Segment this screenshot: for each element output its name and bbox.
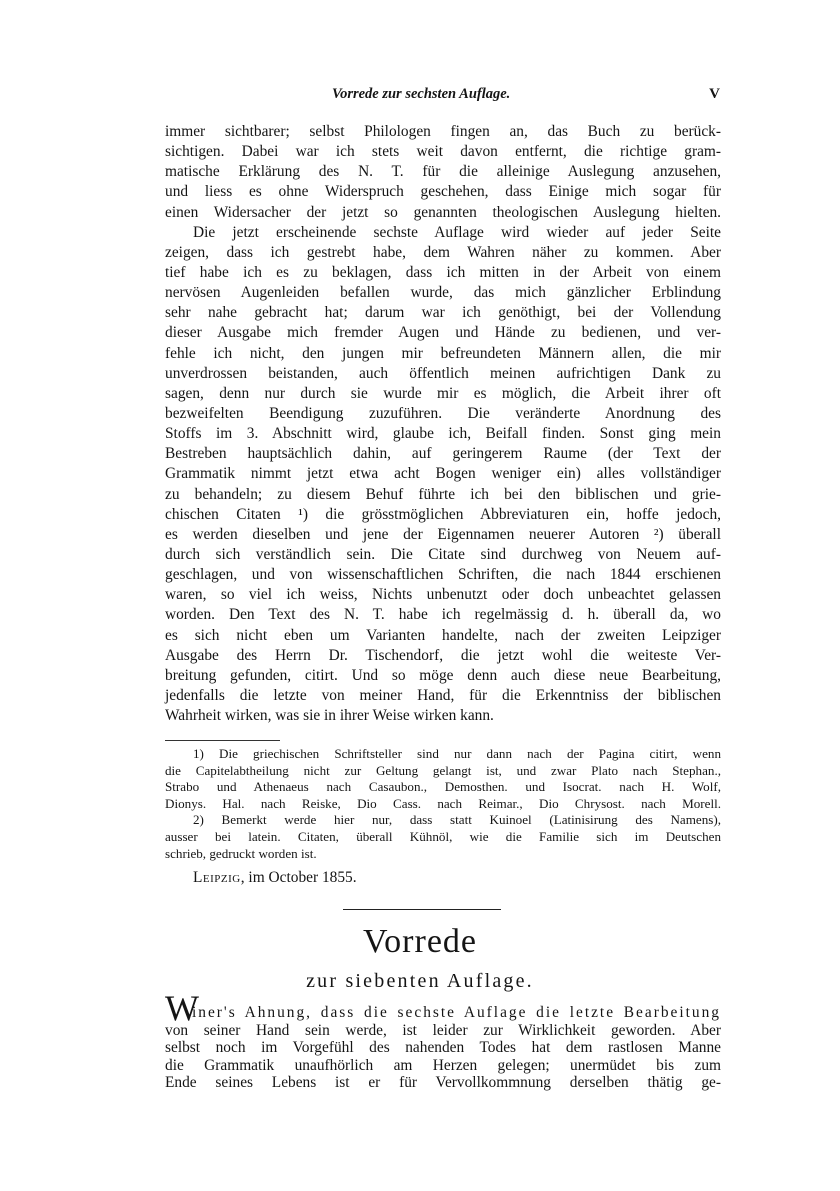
text-line: es sich nicht eben um Varianten handelte, nach der zweiten Leipziger [165,626,721,644]
footnote-line: ausser bei latein. Citaten, überall Kühnöl, wie die Familie sich im Deutschen [165,828,721,844]
text-line: Wahrheit wirken, was sie in ihrer Weise wirken kann. [165,707,494,725]
footnote-line: die Capitelabtheilung nicht zur Geltung gelangt ist, und zwar Plato nach Stephan., [165,762,721,778]
text-line: und liess es ohne Widerspruch geschehen, dass Einige mich sogar für [165,183,721,201]
footnote-line: Strabo und Athenaeus nach Casaubon., Demosthen. und Isocrat. nach H. Wolf, [165,779,721,795]
footnote-line: Dionys. Hal. nach Reiske, Dio Cass. nach Reimar., Dio Chrysost. nach Morell. [165,795,721,811]
text-line: matische Erklärung des N. T. für die alleinige Auslegung anzusehen, [165,163,721,181]
text-line: sagen, denn nur durch sie wurde mir es möglich, die Arbeit ihrer oft [165,384,721,402]
text-line: durch sich verständlich sein. Die Citate sind durchweg von Neuem auf- [165,545,721,563]
running-header [165,86,720,108]
footnotes [165,746,721,862]
footnote-divider [165,740,280,741]
text-line: waren, so viel ich weiss, Nichts unbenutzt oder doch unbeachtet gelassen [165,586,721,604]
footnote-line: 1) Die griechischen Schriftsteller sind nur dann nach der Pagina citirt, wenn [193,746,721,761]
section-divider [343,909,501,910]
text-line: chischen Citaten ¹) die grösstmöglichen Abbreviaturen ein, hoffe jedoch, [165,505,721,523]
text-line: geschlagen, und von wissenschaftlichen Schriften, die nach 1844 erschienen [165,566,721,584]
signoff [193,869,357,887]
text-line: Stoffs im 3. Abschnitt wird, glaube ich, Beifall finden. Sonst ging mein [165,425,721,443]
text-line: nervösen Augenleiden befallen wurde, das mich gänzlicher Erblindung [165,284,721,302]
text-line: zu behandeln; zu diesem Behuf führte ich bei den biblischen und grie- [165,485,721,503]
text-line: Die jetzt erscheinende sechste Auflage wird wieder auf jeder Seite [193,223,721,241]
text-line: tief habe ich es zu beklagen, dass ich mitten in der Arbeit von einem [165,263,721,281]
signoff-date: , im October 1855. [240,869,357,886]
section-text [165,994,721,1092]
text-line: sehr nahe gebracht hat; darum war ich genöthigt, bei der Vollendung [165,304,721,322]
text-line: worden. Den Text des N. T. habe ich regelmässig d. h. überall da, wo [165,606,721,624]
text-line: zeigen, dass ich gestrebt habe, dem Wahren näher zu kommen. Aber [165,243,721,261]
text-line: sichtigen. Dabei war ich stets weit davon entfernt, die richtige gram- [165,143,721,161]
text-line: breitung gefunden, citirt. Und so möge denn auch diese neue Bearbeitung, [165,666,721,684]
text-line: bezweifelten Beendigung zuzuführen. Die veränderte Anordnung des [165,404,721,422]
page-number: V [709,86,720,102]
text-line: iner's Ahnung, dass die sechste Auflage die letzte Bearbeitung [192,1004,721,1021]
running-title: Vorrede zur sechsten Auflage. [332,86,511,102]
text-line: jedenfalls die letzte von meiner Hand, für die Erkenntniss der biblischen [165,686,721,704]
text-line: von seiner Hand sein werde, ist leider zur Wirklichkeit geworden. Aber [165,1021,721,1039]
text-line: fehle ich nicht, den jungen mir befreundeten Männern allen, die mir [165,344,721,362]
main-text [165,122,721,726]
signoff-place: Leipzig [193,869,241,886]
text-line: die Grammatik unaufhörlich am Herzen gelegen; unermüdet bis zum [165,1056,721,1074]
text-line: selbst noch im Vorgefühl des nahenden Todes hat dem rastlosen Manne [165,1039,721,1057]
text-line: Bestreben hauptsächlich dahin, auf geringerem Raume (der Text der [165,445,721,463]
footnote-line: 2) Bemerkt werde hier nur, dass statt Kuinoel (Latinisirung des Namens), [193,812,721,828]
text-line: es werden dieselben und jene der Eigennamen neuerer Autoren ²) überall [165,525,721,543]
text-line: Ausgabe des Herrn Dr. Tischendorf, die jetzt wohl die weiteste Ver- [165,646,721,664]
text-line: einen Widersacher der jetzt so genannten theologischen Auslegung hielten. [165,203,721,221]
text-line: Ende seines Lebens ist er für Vervollkommnung derselben thätig ge- [165,1074,721,1092]
text-line: immer sichtbarer; selbst Philologen fingen an, das Buch zu berück- [165,123,721,140]
text-line: dieser Ausgabe mich fremder Augen und Hände zu bedienen, und ver- [165,324,721,342]
section-title: Vorrede [363,923,477,960]
drop-cap: W [165,988,199,1028]
text-line: Grammatik nimmt jetzt etwa acht Bogen weniger ein) alles vollständiger [165,465,721,483]
footnote-line: schrieb, gedruckt worden ist. [165,845,317,861]
text-line: unverdrossen beistanden, auch öffentlich meinen aufrichtigen Dank zu [165,364,721,382]
section-subtitle: zur siebenten Auflage. [306,970,534,992]
